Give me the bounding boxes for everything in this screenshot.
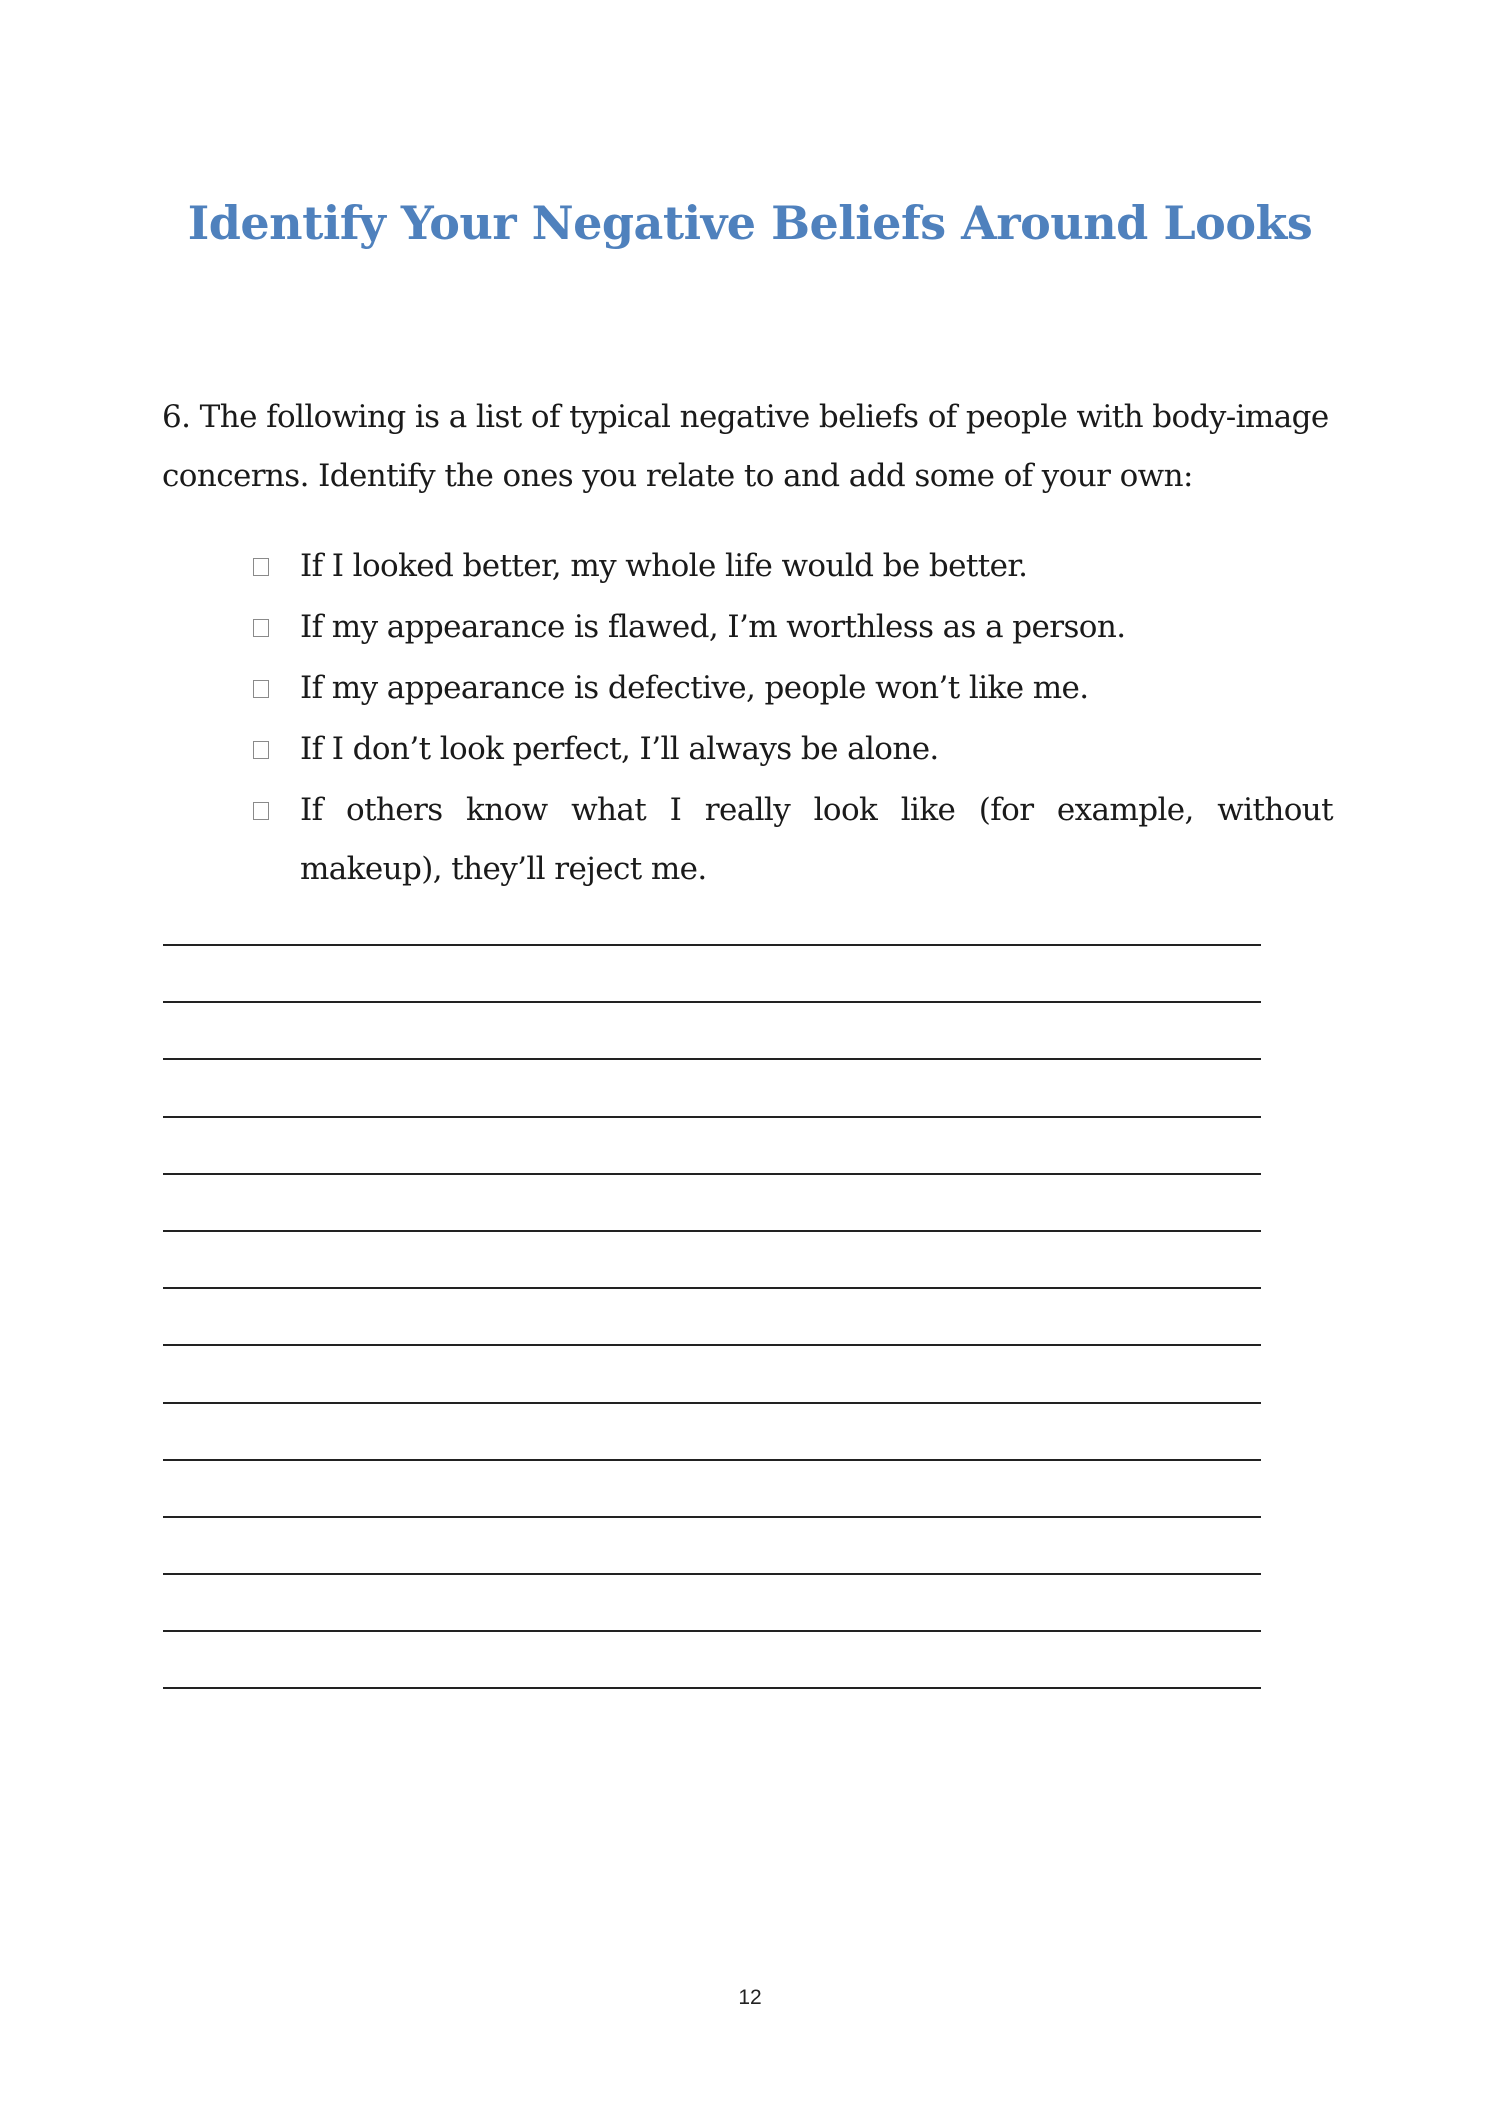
- exercise-prompt: 6. The following is a list of typical negative beliefs of people with body-image concerns. Identify the ones you relate to and add some of your own:: [162, 399, 1329, 494]
- belief-text: If my appearance is flawed, I’m worthless as a person.: [300, 609, 1126, 645]
- belief-item-3: [253, 659, 1333, 718]
- belief-item-4: [253, 720, 1333, 779]
- writing-line[interactable]: [163, 1289, 1261, 1346]
- writing-line[interactable]: [163, 1632, 1261, 1689]
- belief-item-2: [253, 598, 1333, 657]
- writing-line[interactable]: [163, 1003, 1261, 1060]
- writing-line[interactable]: [163, 946, 1261, 1003]
- writing-line[interactable]: [163, 1461, 1261, 1518]
- writing-line[interactable]: [163, 1232, 1261, 1289]
- belief-text: If I don’t look perfect, I’ll always be alone.: [300, 731, 939, 767]
- beliefs-checklist: [253, 537, 1333, 901]
- writing-line[interactable]: [163, 1118, 1261, 1175]
- writing-lines: [163, 944, 1261, 1689]
- belief-text: If I looked better, my whole life would be better.: [300, 548, 1028, 584]
- writing-line[interactable]: [163, 1346, 1261, 1403]
- belief-item-5: [253, 781, 1333, 899]
- page-number: 12: [738, 1986, 762, 2009]
- checkbox-icon[interactable]: [253, 741, 269, 759]
- belief-text: If others know what I really look like (for example, without makeup), they’ll reject me.: [300, 792, 1333, 887]
- page-title: Identify Your Negative Beliefs Around Looks: [187, 196, 1313, 250]
- belief-text: If my appearance is defective, people won’t like me.: [300, 670, 1089, 706]
- writing-line[interactable]: [163, 1175, 1261, 1232]
- writing-line[interactable]: [163, 1060, 1261, 1117]
- writing-line[interactable]: [163, 1404, 1261, 1461]
- checkbox-icon[interactable]: [253, 619, 269, 637]
- belief-item-1: [253, 537, 1333, 596]
- checkbox-icon[interactable]: [253, 802, 269, 820]
- checkbox-icon[interactable]: [253, 558, 269, 576]
- writing-line[interactable]: [163, 1575, 1261, 1632]
- checkbox-icon[interactable]: [253, 680, 269, 698]
- writing-line[interactable]: [163, 1518, 1261, 1575]
